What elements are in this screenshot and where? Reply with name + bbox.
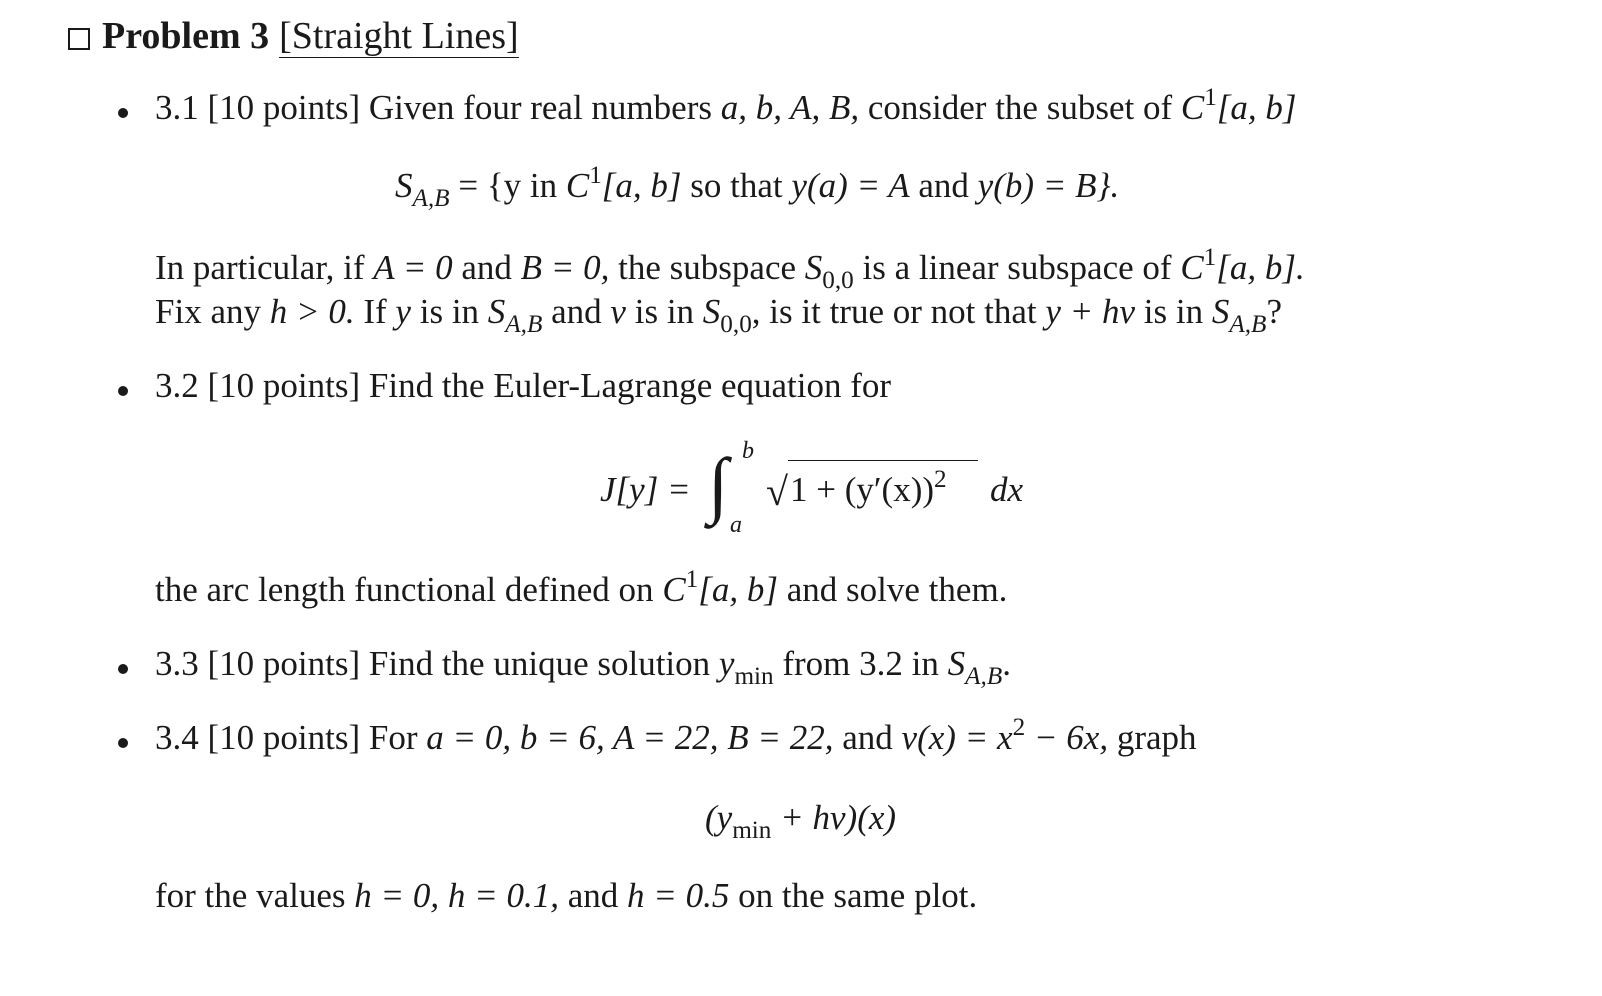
item-3-2-line <box>155 366 891 406</box>
item-3-1-para-1: In particular, if A = 0 and B = 0, the subspace $S_{0,0}$ is a linear subspace of $C^1[a$, b]. <box>155 244 1305 294</box>
item-text: Given four real numbers <box>368 88 712 127</box>
item-points: [10 points] <box>207 644 361 683</box>
bullet-icon <box>118 386 128 396</box>
math-inline: $C^1[a$, b] <box>1180 84 1297 127</box>
item-number: 3.3 <box>155 644 199 683</box>
item-text: consider the subset of <box>867 88 1173 127</box>
problem-heading <box>68 14 519 58</box>
item-3-1-para-2: Fix any h > 0. If y is in $S_{A,B}$ and v is in $S_{0,0}$, is it true or not that y + hv is in $S_{A,B}$? <box>155 292 1282 338</box>
item-points: [10 points] <box>207 366 361 405</box>
item-3-2-after: the arc length functional defined on $C^1[a$, b] and solve them. <box>155 566 1008 609</box>
sqrt-icon: √ <box>766 469 788 514</box>
item-3-1-line <box>155 84 1297 128</box>
item-number: 3.1 <box>155 88 199 127</box>
item-3-4-final: for the values h = 0, h = 0.1, and h = 0.5 on the same plot. <box>155 876 978 915</box>
checkbox-icon[interactable] <box>68 28 90 50</box>
item-points: [10 points] <box>207 718 361 757</box>
item-number: 3.2 <box>155 366 199 405</box>
display-expression: $(y_{min} + hv)(x)$ <box>705 798 897 844</box>
math-inline: a, b, A, B, <box>720 88 860 127</box>
item-3-4-line: 3.4 [10 points] For a = 0, b = 6, A = 22, B = 22, and $v(x) = x^2 - 6x$, graph <box>155 714 1197 757</box>
item-number: 3.4 <box>155 718 199 757</box>
item-points: [10 points] <box>207 88 361 127</box>
item-text: Find the Euler-Lagrange equation for <box>368 366 892 405</box>
bullet-icon <box>118 738 128 748</box>
item-3-3-line: 3.3 [10 points] Find the unique solution $y_{min}$ from 3.2 in $S_{A,B}$. <box>155 644 1011 690</box>
integral-sign-icon: ∫ <box>708 444 729 526</box>
bullet-icon <box>118 108 128 118</box>
bullet-icon <box>118 664 128 674</box>
set-equation: $S_{A,B} = \{y$ in $C^1[a$, b] so that y(a) = A and y(b) = B}. <box>395 162 1120 212</box>
problem-title: Problem 3 <box>102 15 270 57</box>
problem-topic: [Straight Lines] <box>279 15 519 57</box>
problem-page: Problem 3 [Straight Lines] 3.1 [10 points] Given four real numbers a, b, A, B, consider the subset of $C^1[a$, b] $S_{A,B} = \{y$ in $C^1[a$, b] so that y(a) = A and y(b) = B}. In particular, if A = 0 and B = 0, the subspace $S_{0,0}$ is a linear subspace of $C^1[a$, b]. Fix any h > 0. If y is in $S_{A,B}$ and v is in $S_{0,0}$, is it true or not that y + hv is in $S_{A,B}$? 3.2 [10 points] Find the Euler-Lagrange equation for J[y] = ∫ b a √ $1 + (y'(x))^2$ dx the arc length functional defined on $C^1[a$, b] and solve them. 3.3 [10 points] Find the unique solution $y_{min}$ from 3.2 in $S_{A,B}$. 3.4 [10 points] For a = 0, b = 6, A = 22, B = 22, and $v(x) = x^2 - 6x$, graph $(y_{min} + hv)(x)$ for the values h = 0, h = 0.1, and h = 0.5 on the same plot. <box>0 0 1602 996</box>
